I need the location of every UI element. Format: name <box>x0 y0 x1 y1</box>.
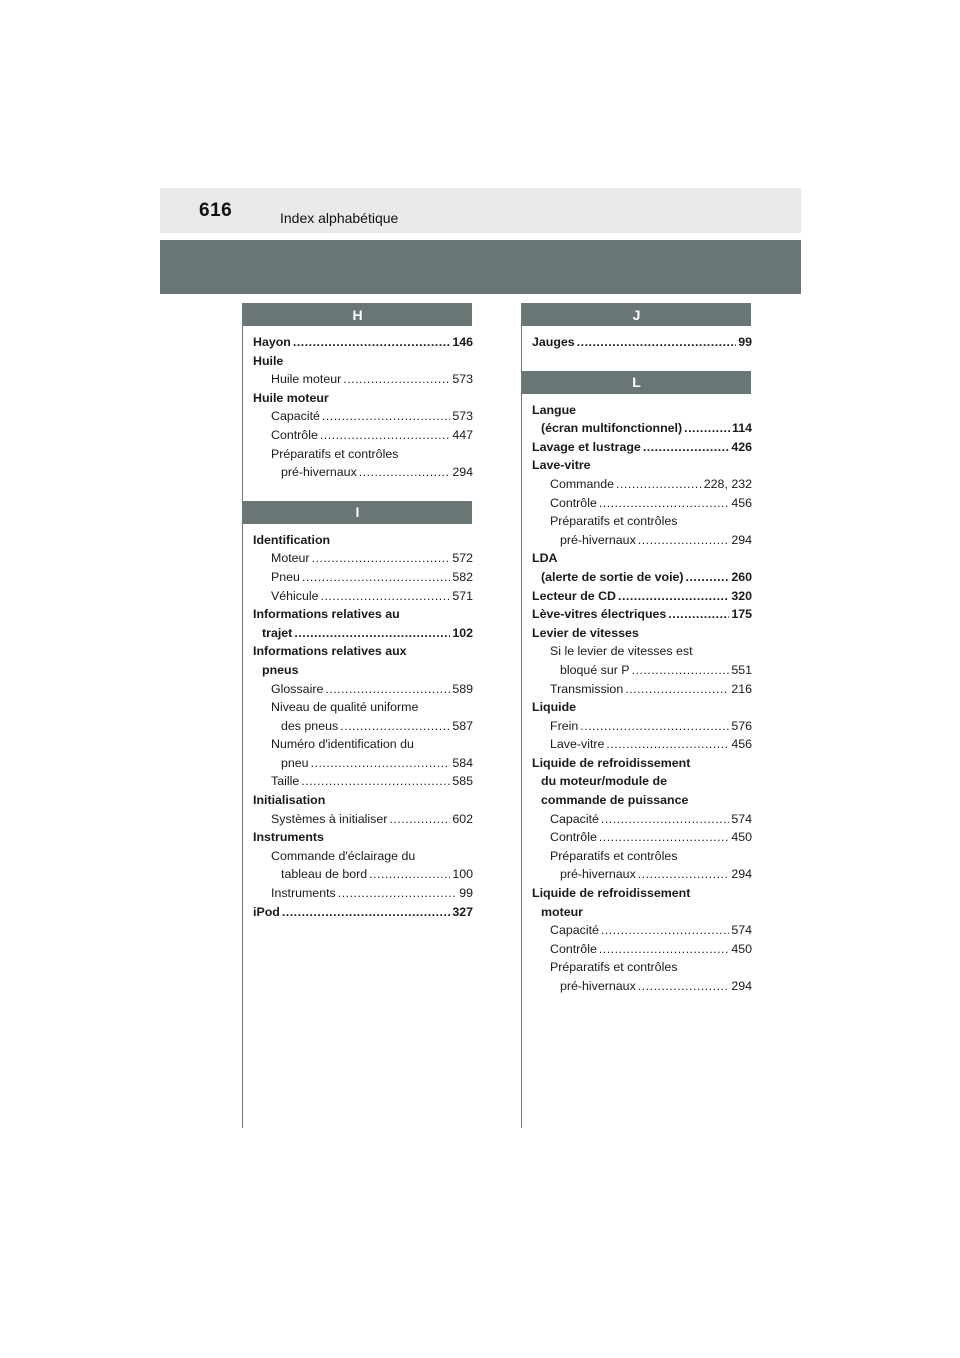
index-entry-label: Taille <box>271 774 300 789</box>
index-entry-page[interactable]: 447 <box>452 427 473 442</box>
index-entry <box>532 661 752 680</box>
index-entry-page[interactable]: 602 <box>452 811 473 826</box>
index-entry-label: Liquide de refroidissement <box>532 755 691 770</box>
section-header-l: L <box>522 371 751 394</box>
index-entry-label: Frein <box>550 718 579 733</box>
index-entry <box>253 624 473 643</box>
index-entry-label: Commande d'éclairage du <box>271 848 416 863</box>
dot-leader <box>293 333 450 352</box>
index-entry-label: pneus <box>262 662 299 677</box>
index-entry-label: moteur <box>541 904 583 919</box>
index-entry-label: Lave-vitre <box>532 458 591 473</box>
index-entry <box>532 977 752 996</box>
index-entry <box>532 958 752 977</box>
index-entry-label: Lavage et lustrage <box>532 439 641 454</box>
index-entry-label: Contrôle <box>550 830 597 845</box>
index-entry-label: Niveau de qualité uniforme <box>271 700 419 715</box>
index-entry <box>532 791 752 810</box>
section-header-h: H <box>243 303 472 326</box>
index-entry-label: Levier de vitesses <box>532 625 639 640</box>
index-entry-label: Huile <box>253 353 284 368</box>
index-entry-page[interactable]: 294 <box>731 867 752 882</box>
page-header-bar <box>160 188 801 233</box>
index-entry-label: Moteur <box>271 551 310 566</box>
dot-leader <box>282 903 450 922</box>
index-entry <box>253 463 473 482</box>
index-entry <box>253 865 473 884</box>
dot-leader <box>338 884 457 903</box>
index-column-right <box>521 303 752 1128</box>
index-entry <box>532 680 752 699</box>
index-entry-label: bloqué sur P <box>560 662 630 677</box>
index-entry-page[interactable]: 456 <box>731 737 752 752</box>
index-entry <box>253 754 473 773</box>
index-entry <box>532 494 752 513</box>
index-entry-label: Instruments <box>271 886 336 901</box>
index-entry-label: Liquide de refroidissement <box>532 886 691 901</box>
index-entry-label: Contrôle <box>550 941 597 956</box>
index-entry-label: Liquide <box>532 700 577 715</box>
index-entry-label: Véhicule <box>271 588 319 603</box>
index-entry <box>532 921 752 940</box>
index-entry-page[interactable]: 175 <box>731 607 752 622</box>
index-entry-label: iPod <box>253 904 280 919</box>
dot-leader <box>294 624 450 643</box>
index-entry <box>532 531 752 550</box>
dot-leader <box>668 605 729 624</box>
index-entry <box>253 426 473 445</box>
index-entry-page[interactable]: 551 <box>731 662 752 677</box>
index-entry <box>532 735 752 754</box>
index-entry-label: Hayon <box>253 335 291 349</box>
index-entry <box>532 865 752 884</box>
index-entry-label: Huile moteur <box>253 390 329 405</box>
dot-leader <box>359 463 451 482</box>
index-entry-page[interactable]: 584 <box>452 755 473 770</box>
index-entry-label: Préparatifs et contrôles <box>550 960 678 975</box>
index-entry <box>532 717 752 736</box>
page-number: 616 <box>199 200 233 221</box>
section-entries-l <box>522 394 752 996</box>
index-entry <box>532 754 752 773</box>
index-entry <box>253 605 473 624</box>
index-entry-label: pneu <box>281 755 309 770</box>
index-entry-label: Préparatifs et contrôles <box>550 848 678 863</box>
index-entry-label: Jauges <box>532 335 575 349</box>
dot-leader <box>632 661 730 680</box>
index-entry <box>253 389 473 408</box>
dot-leader <box>643 438 730 457</box>
index-entry-page[interactable]: 102 <box>452 625 473 640</box>
index-entry-page[interactable]: 582 <box>452 569 473 584</box>
dot-leader <box>325 680 450 699</box>
index-entry-page[interactable]: 571 <box>452 588 473 603</box>
index-entry-label: commande de puissance <box>541 793 689 808</box>
index-entry-page[interactable]: 589 <box>452 681 473 696</box>
index-entry-page[interactable]: 294 <box>731 979 752 993</box>
index-entry <box>532 903 752 922</box>
index-entry <box>253 903 473 922</box>
index-entry <box>532 568 752 587</box>
index-entry-label: Glossaire <box>271 681 324 696</box>
index-entry <box>532 475 752 494</box>
dot-leader <box>684 419 730 438</box>
index-entry-label: pré-hivernaux <box>281 465 357 480</box>
index-entry-page[interactable]: 260 <box>731 569 752 584</box>
index-entry <box>253 661 473 680</box>
index-entry <box>532 847 752 866</box>
index-entry-page[interactable]: 99 <box>738 335 752 349</box>
dot-leader <box>302 568 450 587</box>
index-entry <box>253 810 473 829</box>
index-entry-label: Informations relatives au <box>253 607 400 622</box>
index-entry-label: Préparatifs et contrôles <box>271 446 399 461</box>
index-entry-label: Contrôle <box>550 495 597 510</box>
index-entry-page[interactable]: 574 <box>731 811 752 826</box>
index-entry <box>253 847 473 866</box>
index-entry <box>532 605 752 624</box>
dot-leader <box>340 717 450 736</box>
index-entry-page[interactable]: 573 <box>452 409 473 424</box>
index-entry-label: des pneus <box>281 718 339 733</box>
index-entry <box>253 642 473 661</box>
index-entry-page[interactable]: 576 <box>731 718 752 733</box>
dot-leader <box>638 531 730 550</box>
index-entry <box>253 884 473 903</box>
index-entry <box>253 680 473 699</box>
index-entry-label: Préparatifs et contrôles <box>550 514 678 529</box>
index-entry <box>532 642 752 661</box>
index-entry <box>253 717 473 736</box>
index-entry <box>532 828 752 847</box>
dot-leader <box>638 865 730 884</box>
dot-leader <box>599 494 729 513</box>
index-entry-label: Commande <box>550 476 615 491</box>
dot-leader <box>580 717 729 736</box>
dot-leader <box>321 587 451 606</box>
section-entries-i <box>243 524 473 921</box>
index-column-left <box>242 303 473 1128</box>
section-entries-j <box>522 326 752 352</box>
index-entry-label: Transmission <box>550 681 624 696</box>
index-entry-label: Pneu <box>271 569 300 584</box>
index-entry-label: Lève-vitres électriques <box>532 607 667 622</box>
dot-leader <box>625 680 729 699</box>
index-entry <box>532 419 752 438</box>
index-entry-page[interactable]: 574 <box>731 923 752 938</box>
index-entry <box>253 407 473 426</box>
index-entry-label: Si le levier de vitesses est <box>550 644 693 659</box>
index-entry-page[interactable]: 572 <box>452 551 473 566</box>
index-entry <box>253 531 473 550</box>
index-entry-page[interactable]: 100 <box>452 867 473 882</box>
index-entry <box>532 940 752 959</box>
index-entry-label: LDA <box>532 551 558 566</box>
dot-leader <box>601 921 729 940</box>
dot-leader <box>389 810 450 829</box>
dot-leader <box>601 810 729 829</box>
index-entry-page[interactable]: 228, 232 <box>703 476 752 491</box>
dot-leader <box>686 568 730 587</box>
index-entry <box>532 772 752 791</box>
index-entry-page[interactable]: 146 <box>452 335 473 349</box>
index-entry-label: (alerte de sortie de voie) <box>541 569 684 584</box>
index-entry-label: tableau de bord <box>281 867 368 882</box>
index-entry-page[interactable]: 294 <box>452 465 473 480</box>
index-entry <box>532 401 752 420</box>
index-entry-label: Lecteur de CD <box>532 588 616 603</box>
index-entry-page[interactable]: 320 <box>731 588 752 603</box>
header-band <box>160 240 801 294</box>
section-header-j: J <box>522 303 751 326</box>
index-entry-page[interactable]: 294 <box>731 532 752 547</box>
index-entry-page[interactable]: 114 <box>732 421 752 436</box>
index-entry-page[interactable]: 426 <box>731 439 752 454</box>
index-entry <box>532 512 752 531</box>
index-entry-page[interactable]: 585 <box>452 774 473 789</box>
dot-leader <box>616 475 702 494</box>
index-entry-page[interactable]: 216 <box>731 681 752 696</box>
index-entry-label: (écran multifonctionnel) <box>541 421 683 436</box>
index-entry-label: Capacité <box>550 811 599 826</box>
index-entry <box>532 438 752 457</box>
index-entry <box>532 698 752 717</box>
dot-leader <box>311 754 451 773</box>
dot-leader <box>301 772 450 791</box>
index-entry <box>253 445 473 464</box>
index-entry <box>253 549 473 568</box>
index-entry-page[interactable]: 450 <box>731 941 752 956</box>
dot-leader <box>638 977 730 996</box>
index-entry-page[interactable]: 450 <box>731 830 752 845</box>
index-entry-page[interactable]: 456 <box>731 495 752 510</box>
dot-leader <box>312 549 451 568</box>
dot-leader <box>369 865 450 884</box>
dot-leader <box>320 426 450 445</box>
index-entry-page[interactable]: 573 <box>452 372 473 387</box>
index-entry-label: Numéro d'identification du <box>271 737 414 752</box>
index-entry-label: pré-hivernaux <box>560 532 636 547</box>
index-entry-label: Systèmes à initialiser <box>271 811 388 826</box>
index-entry-page[interactable]: 99 <box>459 886 473 901</box>
index-entry-label: Initialisation <box>253 793 326 808</box>
index-entry-label: Huile moteur <box>271 372 342 387</box>
index-entry <box>253 735 473 754</box>
index-entry <box>253 791 473 810</box>
index-entry <box>532 549 752 568</box>
index-entry-label: Identification <box>253 532 331 547</box>
index-entry <box>253 352 473 371</box>
dot-leader <box>322 407 450 426</box>
dot-leader <box>577 333 737 352</box>
dot-leader <box>606 735 729 754</box>
index-entry <box>253 772 473 791</box>
index-entry <box>532 333 752 352</box>
index-entry <box>532 587 752 606</box>
index-entry <box>253 828 473 847</box>
index-entry-label: trajet <box>262 625 293 640</box>
index-entry <box>253 587 473 606</box>
section-entries-h <box>243 326 473 482</box>
dot-leader <box>599 940 729 959</box>
index-entry-label: Capacité <box>271 409 320 424</box>
index-entry-label: Capacité <box>550 923 599 938</box>
index-entry-page[interactable]: 587 <box>452 718 473 733</box>
page-title: Index alphabétique <box>280 210 399 226</box>
index-entry-label: Lave-vitre <box>550 737 605 752</box>
index-entry-label: Langue <box>532 402 577 417</box>
index-entry <box>532 456 752 475</box>
index-entry-label: Informations relatives aux <box>253 644 407 659</box>
index-entry-label: Contrôle <box>271 427 318 442</box>
index-entry <box>253 370 473 389</box>
index-entry-label: pré-hivernaux <box>560 979 636 993</box>
dot-leader <box>343 370 450 389</box>
index-entry <box>532 810 752 829</box>
dot-leader <box>599 828 729 847</box>
section-header-i: I <box>243 501 472 524</box>
index-entry <box>532 884 752 903</box>
dot-leader <box>618 587 729 606</box>
index-entry-label: pré-hivernaux <box>560 867 636 882</box>
index-entry <box>253 698 473 717</box>
index-entry <box>532 624 752 643</box>
index-entry-label: Instruments <box>253 830 324 845</box>
index-entry <box>253 333 473 352</box>
index-entry-label: du moteur/module de <box>541 774 667 789</box>
index-entry-page[interactable]: 327 <box>452 904 473 919</box>
index-entry <box>253 568 473 587</box>
